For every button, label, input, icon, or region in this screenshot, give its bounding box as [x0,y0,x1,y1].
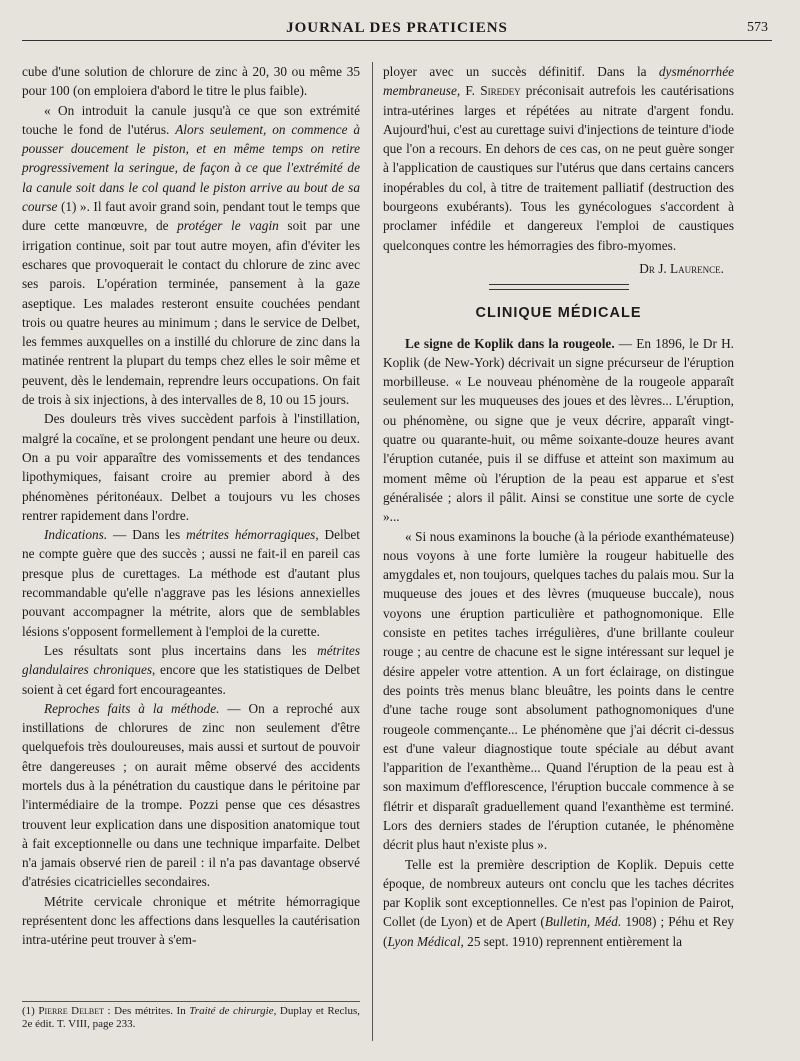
footnote-marker: (1) [22,1005,39,1017]
italic-run: Bulletin, Méd. [544,914,622,930]
paragraph [22,101,360,410]
left-column [22,62,360,1041]
text-run: , Duplay et Reclus, 2e édit. T. VIII, page 233. [22,1005,361,1030]
text-run: « On introduit la canule jusqu'à ce que son extrémité touche le fond de l'utérus. [22,102,360,137]
right-column [372,62,734,1041]
text-run: 1908) ; Péhu et Rey ( [383,914,734,949]
section-divider [489,284,629,290]
subheading: Indications. [44,527,108,543]
article-title: Le signe de Koplik dans la rougeole. [405,335,615,351]
paragraph: cube d'une solution de chlorure de zinc à 20, 30 ou même 35 pour 100 (on emploiera d'abord le titre le plus faible). [22,64,360,99]
running-header [22,18,772,41]
paragraph [383,334,734,527]
text-run: Les résultats sont plus incertains dans les [44,642,318,658]
paragraph: « Si nous examinons la bouche (à la période exanthémateuse) nous voyons à une forte lumière la rougeur habituelle des amygdales et, non toujours, quelques taches du palais mou. Sur la muqueuse des joues et des lèvres (muqueuse buccale), nous voyons une éruption particulière et pathognomonique. Elle consiste en petites taches irrégulières, d'une brillante couleur rouge ; au centre de chacune est le signe intéressant sur lequel je désire appeler votre attention. A un fort éclairage, on distingue des points très menus blanc bleuâtre, les points dans le centre d'une tache rouge sont absolument pathognomoniques d'une rougeole commençante... Le phénomène que j'ai décrit ci-dessus est d'une valeur diagnostique toute spéciale au début avant l'apparition de l'exanthème... Quand l'éruption de la peau est à son maximum d'efflorescence, l'éruption buccale commence à se flétrir et disparaît graduellement quand l'exanthème est terminé. Lors des derniers stades de l'éruption cutanée, le phénomène décrit plus haut n'existe plus ». [383,528,734,853]
section-title: CLINIQUE MÉDICALE [475,305,642,322]
italic-run: Lyon Médical [387,933,461,949]
italic-run: métrites glandulaires chroniques [22,642,360,678]
text-run: préconisait autrefois les cautérisations intra-utérines larges et répétées au nitrate d'argent fondu. Aujourd'hui, c'est au curettage suivi d'injections de teinture d'iode que l'on a recours. En dehors de ces cas, on ne peut guère songer à l'application de caustiques sur l'utérus que dans certains cancers inopérables du col, à titre de traitement palliatif (destruction des bourgeons exubérants). Tous les gynécologues s'accordent à proclamer infédile et dangereux l'emploi de caustiques quelconques contre les hémorragies des fibro-myomes. [383,83,734,253]
signature-text: Dr J. Laurence. [639,260,724,276]
text-run: : Des métrites. In [104,1005,190,1017]
subheading: Reproches faits à la méthode. [44,700,220,716]
italic-run: Alors seulement, on commence à pousser doucement le piston, et en même temps on retire progressivement la seringue, de façon à ce que l'extrémité de la canule soit dans le col quand le piston arrive au bout de sa course [22,121,360,215]
paragraph: Des douleurs très vives succèdent parfois à l'instillation, malgré la cocaïne, et se prolongent pendant une heure ou deux. On a pu voir apparaître des vomissements et des tendances lipothymiques, faisant croire au premier abord à des phénomènes péritonéaux. Delbet a toujours vu les choses rentrer rapidement dans l'ordre. [22,411,360,523]
author-name: Siredey [480,83,521,99]
text-columns [22,62,772,1041]
text-run: ployer avec un succès définitif. Dans la [383,64,659,79]
footnote [22,1001,360,1031]
journal-title: JOURNAL DES PRATICIENS [286,20,508,36]
paragraph [383,855,734,951]
footnote-author: Pierre Delbet [38,1005,104,1017]
signature [383,259,734,278]
paragraph [22,641,360,699]
text-run: , Delbet ne compte guère que des succès ; aussi ne fait-il en pareil cas presque plus de curettages. La méthode est d'autant plus recommandable qu'elle n'aggrave pas les lésions annexielles pouvant accompagner la métrite, alors que de semblables lésions s'opposent formellement à l'emploi de la curette. [22,527,360,639]
text-run: (1) ». Il faut avoir grand soin, pendant tout le temps que dure cette manœuvre, de [22,199,360,234]
italic-run: dysménorrhée membraneuse [383,64,734,99]
text-run: — En 1896, le Dr H. Koplik (de New-York) décrivait un signe précurseur de l'éruption morbilleuse. « Le nouveau phénomène de la rougeole apparaît seulement sur les muqueuses des joues et des lèvres... L'éruption, ou phénomène, ou signe que je veux décrire, apparaît vingt-quatre ou quarante-huit, ou même soixante-douze heures avant l'éruption cutanée, puis il se diffuse et atteint son maximum au moment même où l'éruption de la peau est apparue et s'est généralisée ; alors il pâlit. Ainsi se constitue une sorte de cycle »... [383,335,735,525]
paragraph [22,525,360,641]
text-run: , encore que les statistiques de Delbet soient à cet égard fort encourageantes. [22,662,360,697]
page-number: 573 [747,20,768,35]
italic-run: métrites hémorragiques [186,527,316,543]
text-run: , F. [456,83,481,99]
text-run: — Dans les [107,527,187,543]
italic-run: protéger le vagin [177,218,279,234]
text-run: , 25 sept. 1910) reprennent entièrement la [460,933,683,949]
text-run: Telle est la première description de Koplik. Depuis cette époque, de nombreux auteurs ont conclu que les taches décrites par Koplik sont exceptionnelles. Ce n'est pas l'opinion de Pairot, Collet (de Lyon) et de Apert ( [383,856,734,930]
paragraph: Métrite cervicale chronique et métrite hémorragique représentent donc les affections dans lesquelles la cautérisation intra-utérine peut trouver à s'em- [22,893,360,948]
paragraph [383,62,734,255]
text-run: soit par une irrigation continue, soit par tout autre moyen, afin d'éviter les eschares que provoquerait le contact du chlorure de zinc avec ses parois. L'opération terminée, pansement à la gaze aseptique. Les malades resteront ensuite couchées pendant trois ou quatre heures au minimum ; dans le service de Delbet, les femmes auxquelles on a instillé du chlorure de zinc dans la matinée rentrent la plupart du temps chez elles le soir même et peuvent, dès le lendemain, reprendre leurs occupations. On fait de trois à six injections, à des intervalles de 8, 10 ou 15 jours. [22,218,360,408]
paragraph [22,699,360,892]
text-run: — On a reproché aux instillations de chlorures de zinc non seulement d'être quelquefois très douloureuses, mais aussi et surtout de pouvoir être dangereuses ; on aurait même observé des accidents mortels dus à la pénétration du caustique dans le péritoine par l'intermédiaire de la trompe. Pozzi pense que ces désastres trouvent leur explication dans une disposition anatomique tout à fait exceptionnelle ou dans une technique imparfaite. Delbet n'a jamais observé rien de pareil : il n'a pas davantage observé d'atrésies cicatricielles secondaires. [22,700,360,890]
italic-run: Traité de chirurgie [189,1005,274,1017]
